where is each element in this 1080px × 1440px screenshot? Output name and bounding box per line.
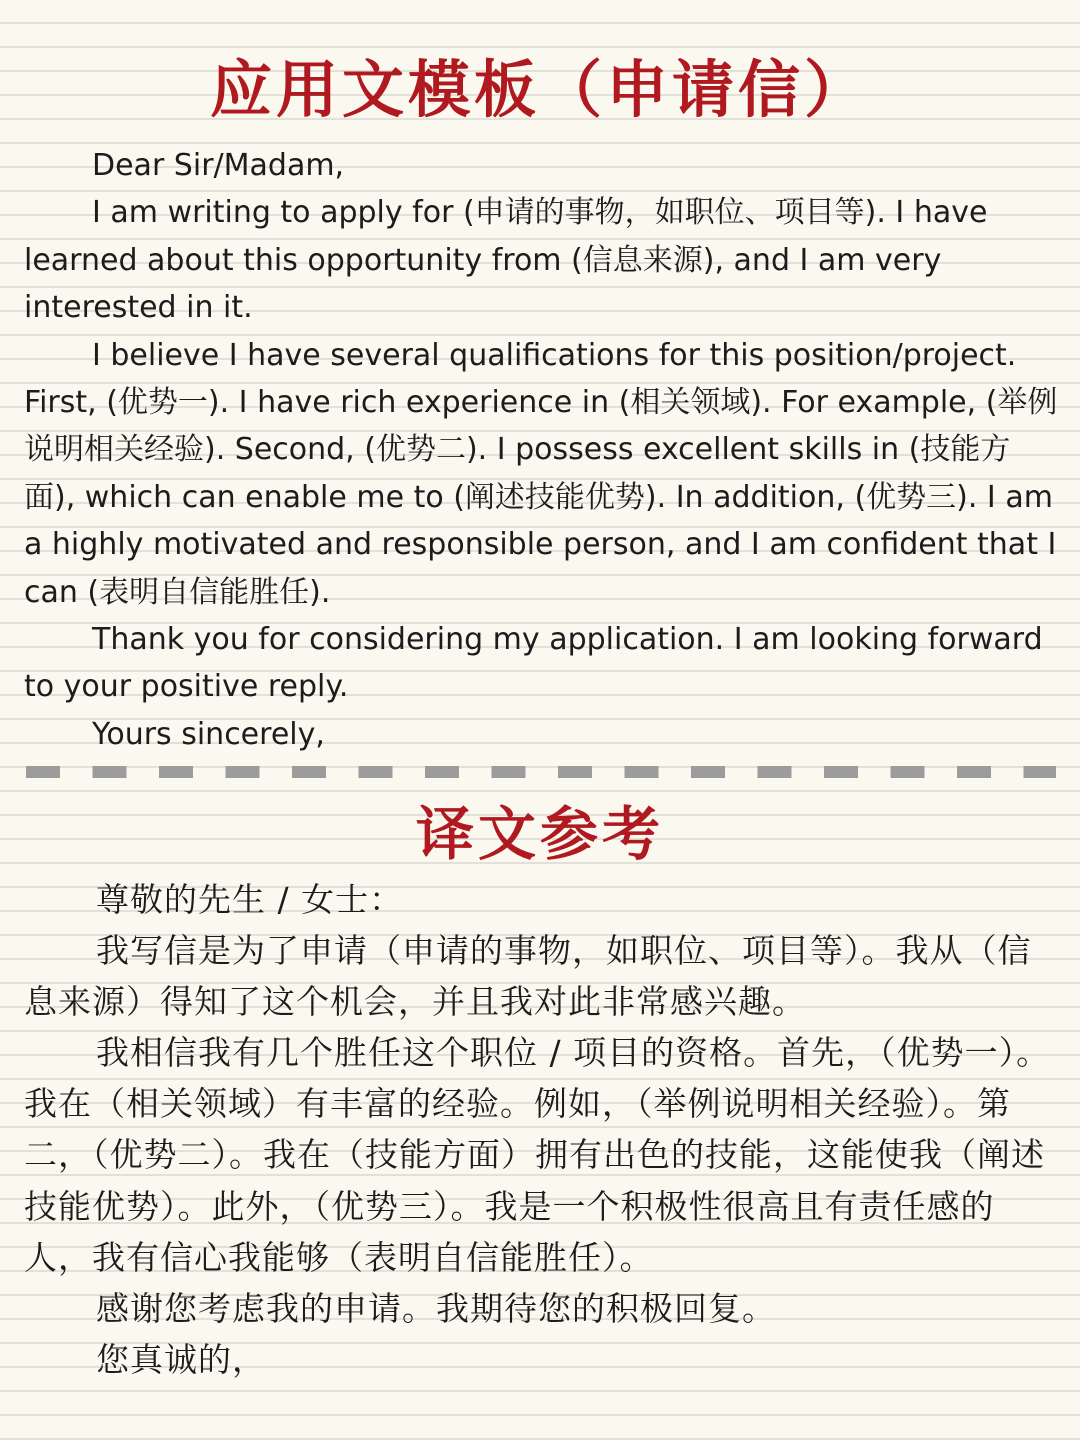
en-paragraph-3: Thank you for considering my application. I am looking forward to your positive reply. bbox=[24, 622, 1043, 705]
dashed-divider bbox=[26, 766, 1056, 778]
en-closing: Yours sincerely, bbox=[92, 716, 325, 752]
zh-paragraph-1: 我写信是为了申请（申请的事物，如职位、项目等）。我从（信息来源）得知了这个机会，并且我对此非常感兴趣。 bbox=[24, 931, 1032, 1022]
en-salutation: Dear Sir/Madam, bbox=[92, 148, 345, 183]
zh-paragraph-3: 感谢您考虑我的申请。我期待您的积极回复。 bbox=[96, 1288, 776, 1328]
zh-closing: 您真诚的， bbox=[96, 1339, 266, 1379]
zh-salutation: 尊敬的先生 / 女士： bbox=[96, 880, 404, 919]
zh-paragraph-2: 我相信我有几个胜任这个职位 / 项目的资格。首先，（优势一）。我在（相关领域）有丰富的经验。例如，（举例说明相关经验）。第二，（优势二）。我在（技能方面）拥有出色的技能，这能使我（阐述技能优势）。此外，（优势三）。我是一个积极性很高且有责任感的人，我有信心我能够（表明自信能胜任）。 bbox=[24, 1033, 1051, 1277]
page-title: 应用文模板（申请信） bbox=[209, 53, 870, 126]
translation-title: 译文参考 bbox=[415, 800, 664, 868]
en-paragraph-1: I am writing to apply for (申请的事物，如职位、项目等). I have learned about this opportunity from (信息来源), and I am very interested in it. bbox=[24, 195, 988, 326]
chinese-translation bbox=[24, 874, 1060, 1385]
en-paragraph-2: I believe I have several qualifications for this position/project. First, (优势一). I have rich experience in (相关领域). For example, (举例说明相关经验). Second, (优势二). I possess excellent skills in (技能方面), which can enable me to (阐述技能优势). In addition, (优势三). I am a highly motivated and responsible person, and I am confident that I can (表明自信能胜任). bbox=[24, 337, 1058, 610]
english-letter bbox=[24, 142, 1060, 758]
